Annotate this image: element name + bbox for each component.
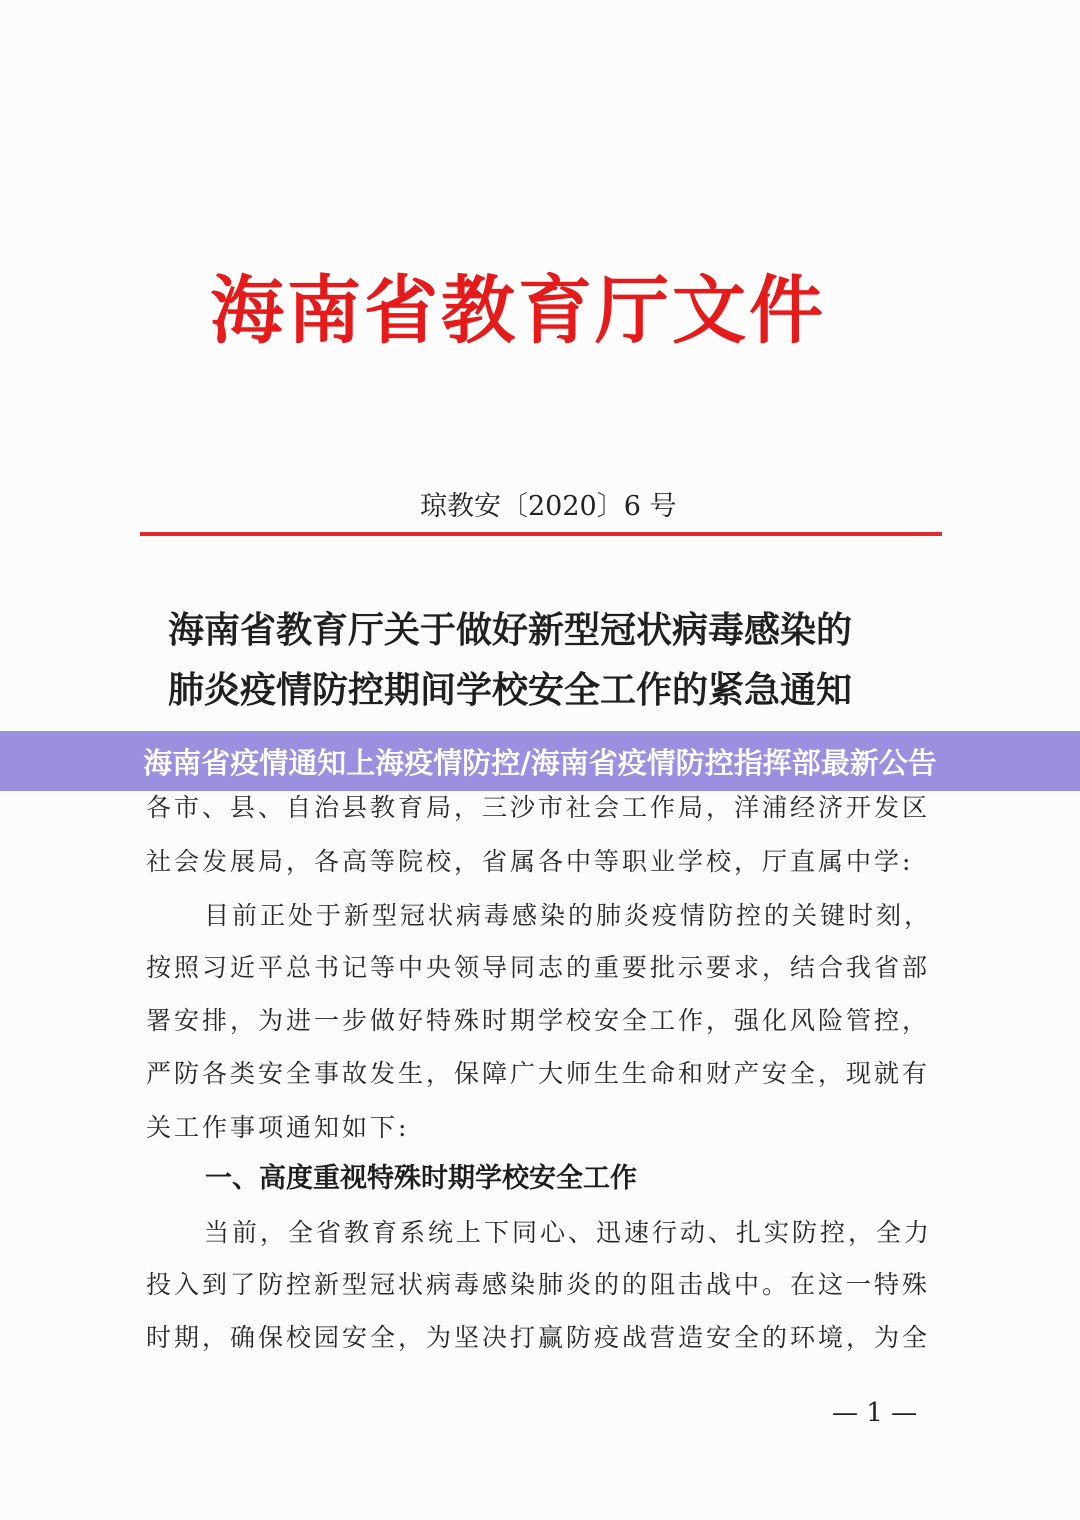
headline-banner — [0, 731, 1080, 791]
paragraph-line: 署安排，为进一步做好特殊时期学校安全工作，强化风险管控， — [146, 1006, 931, 1035]
headline-banner-text: 海南省疫情通知上海疫情防控/海南省疫情防控指挥部最新公告 — [143, 745, 937, 780]
section-line: 时期，确保校园安全，为坚决打赢防疫战营造安全的环境，为全 — [146, 1323, 931, 1352]
red-divider — [140, 532, 942, 536]
paragraph-line: 按照习近平总书记等中央领导同志的重要批示要求，结合我省部 — [146, 953, 931, 982]
paragraph-line: 各市、县、自治县教育局，三沙市社会工作局，洋浦经济开发区 — [146, 793, 931, 822]
section-line: 当前，全省教育系统上下同心、迅速行动、扎实防控，全力 — [204, 1218, 933, 1247]
document-title — [168, 600, 938, 720]
paragraph-line: 严防各类安全事故发生，保障广大师生生命和财产安全，现就有 — [146, 1059, 931, 1088]
document-header-title: 海南省教育厅文件 — [210, 268, 826, 354]
section-heading: 一、高度重视特殊时期学校安全工作 — [205, 1163, 637, 1194]
section-line: 投入到了防控新型冠状病毒感染肺炎的的阻击战中。在这一特殊 — [146, 1270, 931, 1299]
document-number: 琼教安〔2020〕6 号 — [420, 491, 677, 522]
document-title-line-1: 海南省教育厅关于做好新型冠状病毒感染的 — [168, 609, 853, 651]
document-title-line-2: 肺炎疫情防控期间学校安全工作的紧急通知 — [168, 669, 853, 711]
paragraph-line: 目前正处于新型冠状病毒感染的肺炎疫情防控的关键时刻， — [204, 901, 933, 930]
paragraph-line: 关工作事项通知如下: — [146, 1113, 410, 1142]
page-number: — 1 — — [832, 1398, 918, 1428]
paragraph-line: 社会发展局，各高等院校，省属各中等职业学校，厅直属中学: — [146, 847, 914, 876]
